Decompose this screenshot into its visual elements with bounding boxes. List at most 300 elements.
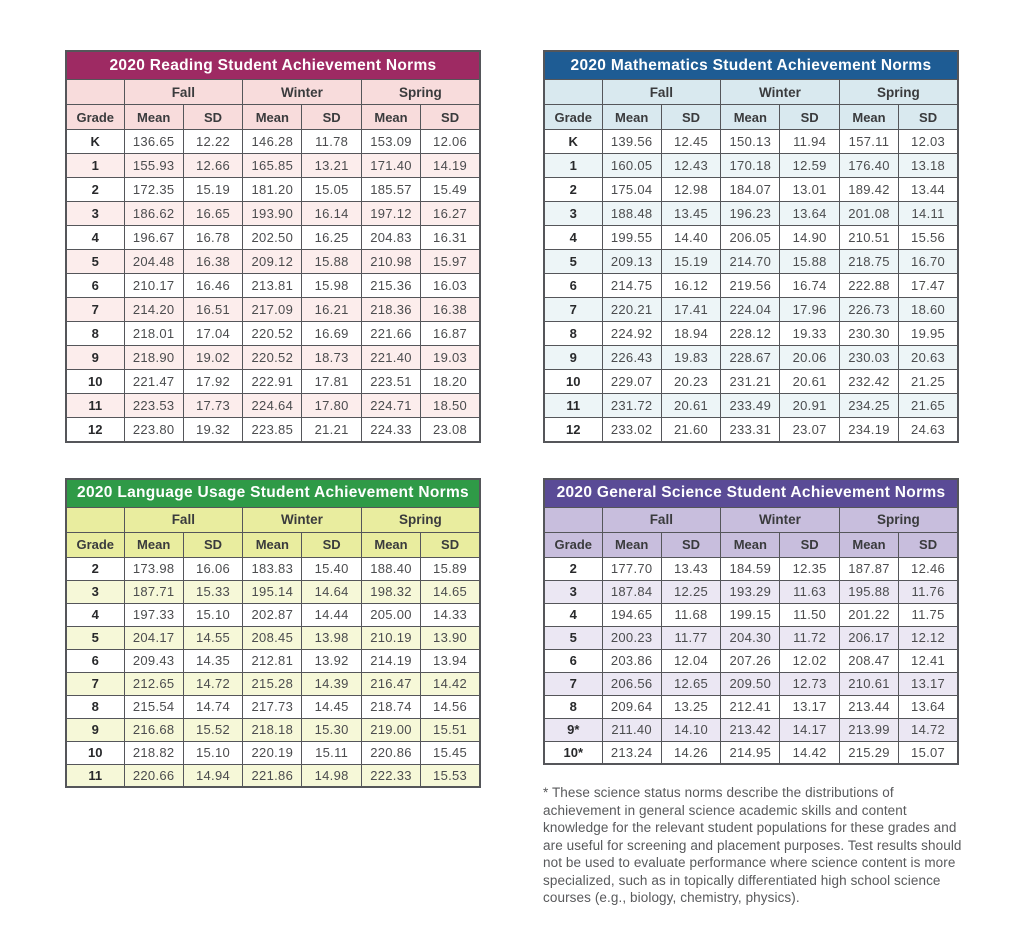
value-cell: 232.42 xyxy=(839,370,898,394)
value-cell: 15.56 xyxy=(899,226,958,250)
value-cell: 209.50 xyxy=(721,672,780,695)
value-cell: 14.33 xyxy=(421,603,480,626)
table-row xyxy=(544,718,958,741)
value-cell: 206.17 xyxy=(839,626,898,649)
table-row xyxy=(544,250,958,274)
value-cell: 15.05 xyxy=(302,178,361,202)
table-row xyxy=(544,695,958,718)
table-row xyxy=(66,178,480,202)
value-cell: 202.50 xyxy=(243,226,302,250)
value-cell: 207.26 xyxy=(721,649,780,672)
table-row xyxy=(66,603,480,626)
value-cell: 209.43 xyxy=(124,649,183,672)
value-cell: 11.76 xyxy=(899,580,958,603)
value-cell: 210.61 xyxy=(839,672,898,695)
mathematics-norms-table xyxy=(543,50,959,443)
grade-cell: 10 xyxy=(66,741,124,764)
value-cell: 212.41 xyxy=(721,695,780,718)
value-cell: 15.33 xyxy=(183,580,242,603)
value-cell: 20.63 xyxy=(899,346,958,370)
value-cell: 14.11 xyxy=(899,202,958,226)
value-cell: 150.13 xyxy=(721,130,780,154)
stat-header-row xyxy=(544,532,958,557)
table-row xyxy=(544,649,958,672)
value-cell: 185.57 xyxy=(361,178,420,202)
table-row xyxy=(544,394,958,418)
value-cell: 220.19 xyxy=(243,741,302,764)
language-usage-norms-table xyxy=(65,478,481,789)
value-cell: 19.33 xyxy=(780,322,839,346)
value-cell: 222.91 xyxy=(243,370,302,394)
value-cell: 14.74 xyxy=(183,695,242,718)
sd-header: SD xyxy=(183,532,242,557)
grade-header: Grade xyxy=(66,105,124,130)
value-cell: 201.08 xyxy=(839,202,898,226)
value-cell: 217.73 xyxy=(243,695,302,718)
table-row xyxy=(544,741,958,764)
value-cell: 220.52 xyxy=(243,322,302,346)
table-row xyxy=(544,418,958,442)
tables-grid xyxy=(65,50,1024,920)
value-cell: 214.19 xyxy=(361,649,420,672)
value-cell: 16.51 xyxy=(183,298,242,322)
table-row xyxy=(66,226,480,250)
value-cell: 184.07 xyxy=(721,178,780,202)
value-cell: 205.00 xyxy=(361,603,420,626)
mean-header: Mean xyxy=(839,105,898,130)
value-cell: 219.00 xyxy=(361,718,420,741)
value-cell: 212.65 xyxy=(124,672,183,695)
value-cell: 11.77 xyxy=(661,626,720,649)
season-winter-header: Winter xyxy=(243,80,362,105)
value-cell: 13.90 xyxy=(421,626,480,649)
value-cell: 184.59 xyxy=(721,557,780,580)
value-cell: 188.48 xyxy=(602,202,661,226)
value-cell: 12.12 xyxy=(899,626,958,649)
stat-header-row xyxy=(66,105,480,130)
value-cell: 17.81 xyxy=(302,370,361,394)
value-cell: 221.47 xyxy=(124,370,183,394)
value-cell: 16.38 xyxy=(183,250,242,274)
grade-cell: 2 xyxy=(544,557,602,580)
blank-corner-cell xyxy=(544,80,602,105)
value-cell: 203.86 xyxy=(602,649,661,672)
value-cell: 230.03 xyxy=(839,346,898,370)
value-cell: 12.73 xyxy=(780,672,839,695)
value-cell: 220.66 xyxy=(124,764,183,787)
season-winter-header: Winter xyxy=(243,507,362,532)
value-cell: 12.03 xyxy=(899,130,958,154)
value-cell: 230.30 xyxy=(839,322,898,346)
table-title: 2020 Reading Student Achievement Norms xyxy=(66,51,480,80)
table-title-row xyxy=(544,51,958,80)
grade-cell: 3 xyxy=(544,580,602,603)
table-body xyxy=(66,557,480,787)
value-cell: 215.36 xyxy=(361,274,420,298)
grade-cell: 5 xyxy=(544,250,602,274)
value-cell: 233.02 xyxy=(602,418,661,442)
value-cell: 19.83 xyxy=(661,346,720,370)
value-cell: 16.46 xyxy=(183,274,242,298)
value-cell: 15.19 xyxy=(183,178,242,202)
season-header-row xyxy=(544,80,958,105)
value-cell: 200.23 xyxy=(602,626,661,649)
value-cell: 16.12 xyxy=(661,274,720,298)
table-row xyxy=(544,274,958,298)
season-fall-header: Fall xyxy=(602,507,721,532)
mean-header: Mean xyxy=(361,532,420,557)
mean-header: Mean xyxy=(124,532,183,557)
grade-cell: 5 xyxy=(544,626,602,649)
value-cell: 224.64 xyxy=(243,394,302,418)
value-cell: 19.02 xyxy=(183,346,242,370)
value-cell: 224.04 xyxy=(721,298,780,322)
value-cell: 15.19 xyxy=(661,250,720,274)
grade-header: Grade xyxy=(66,532,124,557)
value-cell: 177.70 xyxy=(602,557,661,580)
value-cell: 15.88 xyxy=(302,250,361,274)
value-cell: 146.28 xyxy=(243,130,302,154)
science-column xyxy=(543,478,962,921)
science-footnote: * These science status norms describe the distributions of achievement in general science academic skills and content knowledge for the relevant student populations for these grades and are useful for screening and placement purposes. Test results should not be used to evaluate performance where science content is more specialized, such as in topically differentiated high school science courses (e.g., biology, chemistry, physics). xyxy=(543,785,962,905)
value-cell: 15.97 xyxy=(421,250,480,274)
table-row xyxy=(66,741,480,764)
table-row xyxy=(544,226,958,250)
value-cell: 196.23 xyxy=(721,202,780,226)
value-cell: 199.15 xyxy=(721,603,780,626)
value-cell: 21.21 xyxy=(302,418,361,442)
table-row xyxy=(66,557,480,580)
value-cell: 218.01 xyxy=(124,322,183,346)
grade-cell: 3 xyxy=(544,202,602,226)
value-cell: 15.10 xyxy=(183,603,242,626)
value-cell: 222.88 xyxy=(839,274,898,298)
value-cell: 12.35 xyxy=(780,557,839,580)
value-cell: 15.51 xyxy=(421,718,480,741)
value-cell: 221.66 xyxy=(361,322,420,346)
value-cell: 11.75 xyxy=(899,603,958,626)
grade-cell: 10* xyxy=(544,741,602,764)
value-cell: 197.33 xyxy=(124,603,183,626)
table-title-row xyxy=(66,51,480,80)
value-cell: 12.65 xyxy=(661,672,720,695)
mean-header: Mean xyxy=(602,532,661,557)
value-cell: 189.42 xyxy=(839,178,898,202)
grade-cell: 11 xyxy=(66,394,124,418)
grade-cell: 9 xyxy=(66,718,124,741)
value-cell: 136.65 xyxy=(124,130,183,154)
value-cell: 224.71 xyxy=(361,394,420,418)
value-cell: 202.87 xyxy=(243,603,302,626)
value-cell: 14.65 xyxy=(421,580,480,603)
table-row xyxy=(544,202,958,226)
grade-cell: 11 xyxy=(66,764,124,787)
season-spring-header: Spring xyxy=(361,507,480,532)
value-cell: 188.40 xyxy=(361,557,420,580)
grade-cell: 3 xyxy=(66,580,124,603)
value-cell: 20.61 xyxy=(780,370,839,394)
grade-cell: 7 xyxy=(66,672,124,695)
stat-header-row xyxy=(66,532,480,557)
value-cell: 221.86 xyxy=(243,764,302,787)
value-cell: 220.21 xyxy=(602,298,661,322)
value-cell: 17.96 xyxy=(780,298,839,322)
value-cell: 12.46 xyxy=(899,557,958,580)
value-cell: 195.14 xyxy=(243,580,302,603)
grade-cell: 6 xyxy=(544,274,602,298)
table-row xyxy=(544,557,958,580)
value-cell: 171.40 xyxy=(361,154,420,178)
value-cell: 13.64 xyxy=(899,695,958,718)
value-cell: 209.13 xyxy=(602,250,661,274)
grade-cell: 10 xyxy=(66,370,124,394)
value-cell: 199.55 xyxy=(602,226,661,250)
season-fall-header: Fall xyxy=(124,507,243,532)
value-cell: 234.25 xyxy=(839,394,898,418)
value-cell: 13.64 xyxy=(780,202,839,226)
value-cell: 226.73 xyxy=(839,298,898,322)
value-cell: 12.59 xyxy=(780,154,839,178)
value-cell: 11.72 xyxy=(780,626,839,649)
sd-header: SD xyxy=(421,532,480,557)
table-title-row xyxy=(66,479,480,508)
value-cell: 16.87 xyxy=(421,322,480,346)
table-row xyxy=(544,346,958,370)
value-cell: 187.84 xyxy=(602,580,661,603)
value-cell: 12.25 xyxy=(661,580,720,603)
general-science-norms-table xyxy=(543,478,959,766)
value-cell: 14.44 xyxy=(302,603,361,626)
value-cell: 218.18 xyxy=(243,718,302,741)
value-cell: 15.88 xyxy=(780,250,839,274)
grade-cell: 8 xyxy=(66,695,124,718)
value-cell: 15.40 xyxy=(302,557,361,580)
grade-header: Grade xyxy=(544,105,602,130)
value-cell: 11.50 xyxy=(780,603,839,626)
value-cell: 220.86 xyxy=(361,741,420,764)
grade-cell: 2 xyxy=(66,557,124,580)
value-cell: 213.99 xyxy=(839,718,898,741)
value-cell: 223.51 xyxy=(361,370,420,394)
value-cell: 12.45 xyxy=(661,130,720,154)
value-cell: 12.06 xyxy=(421,130,480,154)
value-cell: 13.44 xyxy=(899,178,958,202)
value-cell: 17.41 xyxy=(661,298,720,322)
value-cell: 209.12 xyxy=(243,250,302,274)
value-cell: 14.72 xyxy=(899,718,958,741)
value-cell: 17.92 xyxy=(183,370,242,394)
value-cell: 193.90 xyxy=(243,202,302,226)
value-cell: 14.35 xyxy=(183,649,242,672)
season-header-row xyxy=(66,507,480,532)
value-cell: 15.89 xyxy=(421,557,480,580)
mean-header: Mean xyxy=(839,532,898,557)
value-cell: 11.68 xyxy=(661,603,720,626)
value-cell: 218.90 xyxy=(124,346,183,370)
mean-header: Mean xyxy=(721,105,780,130)
value-cell: 12.22 xyxy=(183,130,242,154)
value-cell: 15.30 xyxy=(302,718,361,741)
value-cell: 21.60 xyxy=(661,418,720,442)
table-row xyxy=(66,370,480,394)
value-cell: 194.65 xyxy=(602,603,661,626)
grade-cell: 4 xyxy=(66,603,124,626)
value-cell: 14.40 xyxy=(661,226,720,250)
value-cell: 17.73 xyxy=(183,394,242,418)
value-cell: 13.45 xyxy=(661,202,720,226)
season-winter-header: Winter xyxy=(721,80,840,105)
grade-cell: 7 xyxy=(544,298,602,322)
table-row xyxy=(544,672,958,695)
table-row xyxy=(66,298,480,322)
value-cell: 206.56 xyxy=(602,672,661,695)
table-row xyxy=(66,154,480,178)
grade-cell: 8 xyxy=(544,322,602,346)
table-row xyxy=(66,322,480,346)
table-title: 2020 Language Usage Student Achievement Norms xyxy=(66,479,480,508)
value-cell: 15.98 xyxy=(302,274,361,298)
value-cell: 13.21 xyxy=(302,154,361,178)
value-cell: 14.17 xyxy=(780,718,839,741)
value-cell: 20.61 xyxy=(661,394,720,418)
sd-header: SD xyxy=(899,532,958,557)
value-cell: 229.07 xyxy=(602,370,661,394)
table-row xyxy=(544,178,958,202)
value-cell: 16.25 xyxy=(302,226,361,250)
table-row xyxy=(66,418,480,442)
value-cell: 226.43 xyxy=(602,346,661,370)
value-cell: 206.05 xyxy=(721,226,780,250)
value-cell: 12.66 xyxy=(183,154,242,178)
value-cell: 12.41 xyxy=(899,649,958,672)
value-cell: 13.25 xyxy=(661,695,720,718)
value-cell: 15.53 xyxy=(421,764,480,787)
table-row xyxy=(544,603,958,626)
value-cell: 13.92 xyxy=(302,649,361,672)
value-cell: 214.95 xyxy=(721,741,780,764)
sd-header: SD xyxy=(302,105,361,130)
value-cell: 18.73 xyxy=(302,346,361,370)
value-cell: 12.98 xyxy=(661,178,720,202)
value-cell: 16.69 xyxy=(302,322,361,346)
sd-header: SD xyxy=(899,105,958,130)
value-cell: 228.12 xyxy=(721,322,780,346)
value-cell: 14.19 xyxy=(421,154,480,178)
sd-header: SD xyxy=(421,105,480,130)
value-cell: 176.40 xyxy=(839,154,898,178)
value-cell: 14.10 xyxy=(661,718,720,741)
sd-header: SD xyxy=(780,105,839,130)
value-cell: 228.67 xyxy=(721,346,780,370)
season-winter-header: Winter xyxy=(721,507,840,532)
value-cell: 14.56 xyxy=(421,695,480,718)
value-cell: 13.43 xyxy=(661,557,720,580)
value-cell: 16.31 xyxy=(421,226,480,250)
value-cell: 14.64 xyxy=(302,580,361,603)
value-cell: 14.72 xyxy=(183,672,242,695)
value-cell: 16.74 xyxy=(780,274,839,298)
value-cell: 15.10 xyxy=(183,741,242,764)
value-cell: 204.48 xyxy=(124,250,183,274)
value-cell: 196.67 xyxy=(124,226,183,250)
value-cell: 16.06 xyxy=(183,557,242,580)
grade-cell: 8 xyxy=(544,695,602,718)
grade-cell: 1 xyxy=(544,154,602,178)
table-row xyxy=(66,626,480,649)
sd-header: SD xyxy=(302,532,361,557)
value-cell: 187.87 xyxy=(839,557,898,580)
value-cell: 218.74 xyxy=(361,695,420,718)
value-cell: 19.32 xyxy=(183,418,242,442)
stat-header-row xyxy=(544,105,958,130)
grade-cell: 8 xyxy=(66,322,124,346)
value-cell: 18.60 xyxy=(899,298,958,322)
value-cell: 210.19 xyxy=(361,626,420,649)
value-cell: 15.52 xyxy=(183,718,242,741)
table-row xyxy=(544,626,958,649)
value-cell: 14.26 xyxy=(661,741,720,764)
value-cell: 234.19 xyxy=(839,418,898,442)
value-cell: 16.70 xyxy=(899,250,958,274)
grade-cell: 12 xyxy=(544,418,602,442)
value-cell: 15.49 xyxy=(421,178,480,202)
value-cell: 20.06 xyxy=(780,346,839,370)
value-cell: 198.32 xyxy=(361,580,420,603)
value-cell: 218.82 xyxy=(124,741,183,764)
value-cell: 15.11 xyxy=(302,741,361,764)
grade-cell: 7 xyxy=(66,298,124,322)
value-cell: 208.45 xyxy=(243,626,302,649)
grade-cell: 3 xyxy=(66,202,124,226)
value-cell: 216.68 xyxy=(124,718,183,741)
value-cell: 17.47 xyxy=(899,274,958,298)
sd-header: SD xyxy=(780,532,839,557)
value-cell: 19.03 xyxy=(421,346,480,370)
value-cell: 208.47 xyxy=(839,649,898,672)
grade-cell: 10 xyxy=(544,370,602,394)
table-row xyxy=(544,298,958,322)
table-row xyxy=(544,322,958,346)
mean-header: Mean xyxy=(243,105,302,130)
sd-header: SD xyxy=(183,105,242,130)
season-header-row xyxy=(66,80,480,105)
table-title: 2020 General Science Student Achievement Norms xyxy=(544,479,958,508)
value-cell: 220.52 xyxy=(243,346,302,370)
grade-cell: 9 xyxy=(544,346,602,370)
value-cell: 214.20 xyxy=(124,298,183,322)
value-cell: 195.88 xyxy=(839,580,898,603)
grade-cell: K xyxy=(544,130,602,154)
table-body xyxy=(544,130,958,442)
blank-corner-cell xyxy=(66,507,124,532)
value-cell: 11.63 xyxy=(780,580,839,603)
value-cell: 213.81 xyxy=(243,274,302,298)
table-row xyxy=(544,130,958,154)
value-cell: 12.02 xyxy=(780,649,839,672)
mean-header: Mean xyxy=(361,105,420,130)
grade-cell: 6 xyxy=(544,649,602,672)
value-cell: 14.98 xyxy=(302,764,361,787)
value-cell: 218.75 xyxy=(839,250,898,274)
mean-header: Mean xyxy=(243,532,302,557)
grade-cell: 12 xyxy=(66,418,124,442)
value-cell: 222.33 xyxy=(361,764,420,787)
value-cell: 193.29 xyxy=(721,580,780,603)
grade-cell: 2 xyxy=(544,178,602,202)
table-row xyxy=(66,202,480,226)
value-cell: 24.63 xyxy=(899,418,958,442)
value-cell: 216.47 xyxy=(361,672,420,695)
